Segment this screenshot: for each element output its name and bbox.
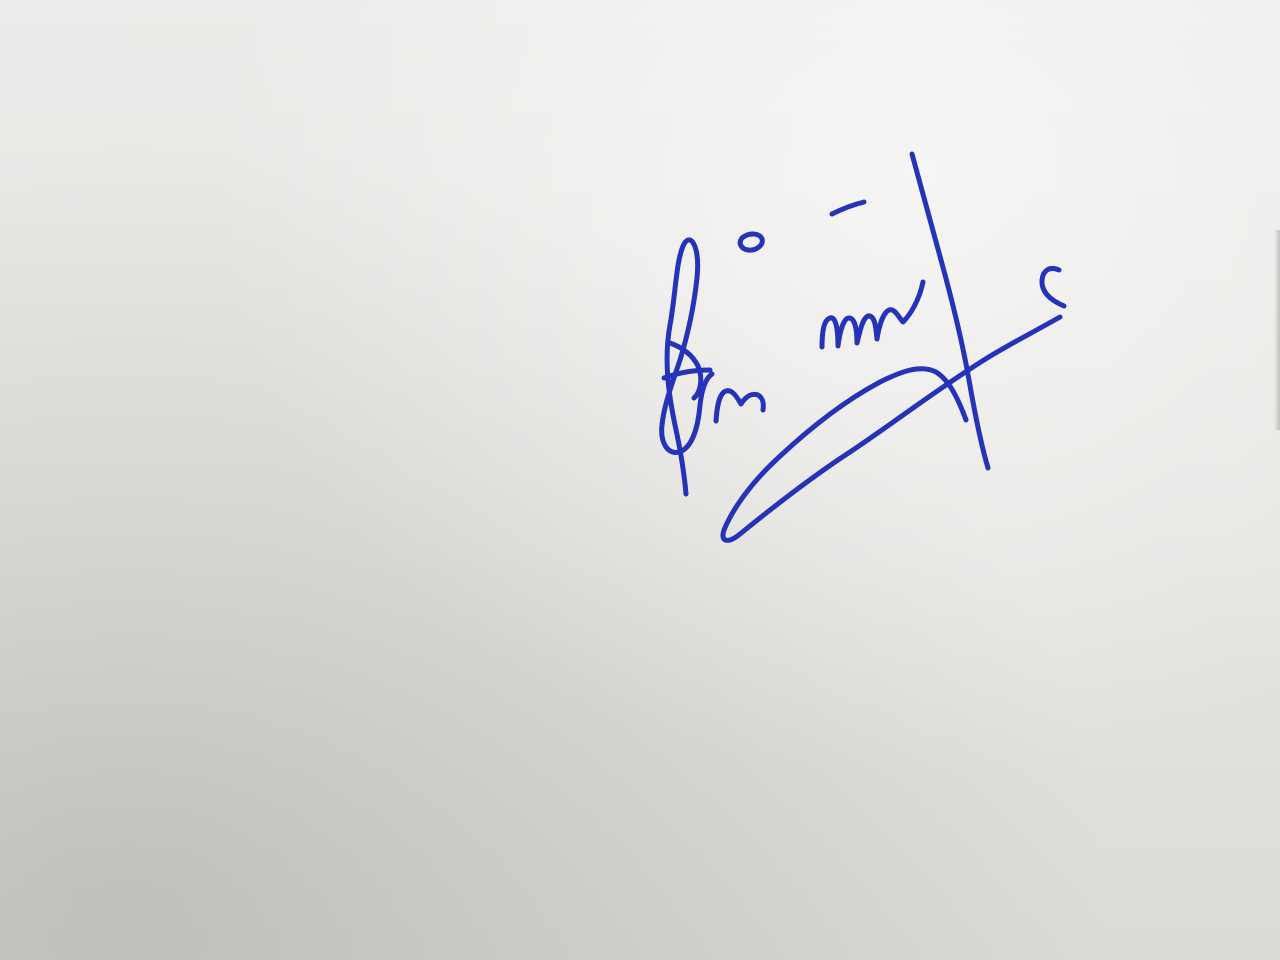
signature-stroke-dash — [832, 202, 864, 214]
signature-stroke-vertical-return — [723, 317, 1060, 540]
signature-stroke-left-loop — [662, 240, 712, 494]
signature-strokes — [662, 154, 1064, 540]
signature-stroke-small-c — [1042, 268, 1064, 306]
signature-stroke-dot-circle — [740, 234, 762, 250]
signature-stroke-small-letter — [716, 391, 763, 421]
signature-stroke-humps — [822, 282, 923, 347]
signature-stroke-vertical — [912, 154, 988, 468]
